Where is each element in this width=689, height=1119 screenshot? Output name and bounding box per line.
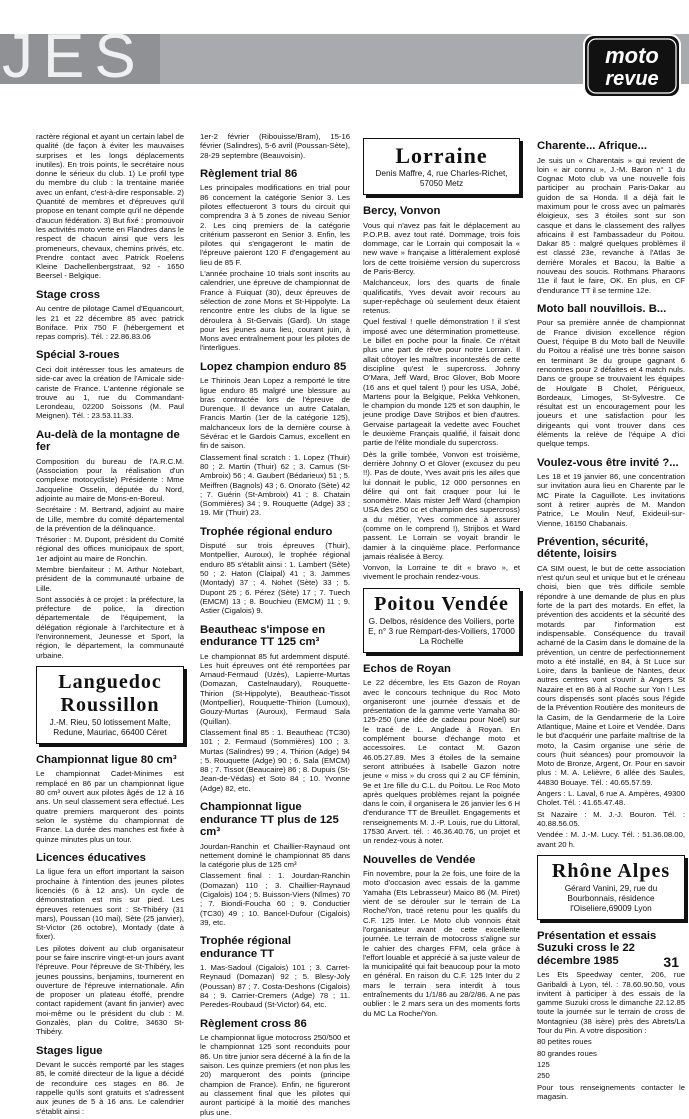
article-paragraph: 1. Mas-Sadoul (Cigalois) 101 ; 3. Carret-Reynaud (Domazan) 92 ; 5. Blesy-Joly (Poussan) 87 ; 7. Costa-Deshons (Cigalois) 84 ; 9. Carrier-Cremers (Adge) 78 ; 11. Peredes-Roubaud (St-Victor) 64, etc. <box>200 963 350 1010</box>
article-paragraph: 250 <box>537 1071 550 1081</box>
article-column-2 <box>200 132 350 1119</box>
article-paragraph: Classement final scratch : 1. Lopez (Thuir) 80 ; 2. Martin (Thuir) 62 ; 3. Camus (St-Ambroix) 56 ; 4. Gaubert (Bédarieux) 51 ; 5. Meiffren (Bagnols) 43 ; 6. Onorato (Sète) 42 ; 7. Guérin (St-Ambroix) 41 ; 8. Chatain (Sommières) 34 ; 9. Rouquette (Adge) 33 ; 19. Mir (Thuir) 23. <box>200 452 350 518</box>
article-heading: Spécial 3-roues <box>36 349 120 362</box>
article-paragraph: Devant le succès remporté par les stages 85, le comité directeur de la ligue a décidé de reconduire ces stages en 86. Je rappelle qu'ils sont gratuits et s'adressent aux jeunes de 5 à 16 ans. Le calendrier s'établit ainsi : <box>36 1060 184 1116</box>
article-heading: Licences éducatives <box>36 851 146 864</box>
article-paragraph: Le championnat 85 fut ardemment disputé. Les huit épreuves ont été remportées par Arnaud-Fermaud (Uzès), Lapierre-Murtas (Domazan, Castelnaudary), Rouquette-Thirion (St-Hippolyte), Beautheac-Tissot (Montpellier), Rouquette-Thirion (Lumoux), Gouzy-Murtas (Auroux), Fermaud Sala (Quillan). <box>200 651 350 726</box>
page-header <box>0 0 689 118</box>
article-paragraph: Le Thirinois Jean Lopez a remporté le titre ligue enduro 85 malgré une blessure au bras contractée lors de l'épreuve de Durenque. Il devance un autre Catalan, Francis Martin (1er de la catégorie 125), malchanceux lors de la dernière course à Sévérac et le Gardois Camus, excellent en fin de saison. <box>200 376 350 451</box>
region-contact: Gérard Vanini, 29, rue du Bourbonnais, résidence l'Oiseliere,69009 Lyon <box>564 882 658 913</box>
article-heading: Nouvelles de Vendée <box>363 853 476 866</box>
article-paragraph: Secrétaire : M. Bertrand, adjoint au maire de Lille, membre du comité départemental de la prévention de la délinquance. <box>36 505 184 533</box>
region-title: Poitou Vendée <box>374 592 509 615</box>
section-word: JES <box>2 22 146 91</box>
logo-text-revue: revue <box>605 68 659 90</box>
article-heading: Bercy, Vonvon <box>363 205 441 217</box>
article-paragraph: Les Ets Speedway center, 206, rue Garibaldi à Lyon, tél. : 78.60.90.50, vous invitent à participer à des essais de la gamme Suzuki cross le dimanche 22.12.85 toute la journée sur le terrain de cross de Montagnieu (38 isère) près des Abrets/La Tour du Pin. A votre disposition : <box>537 970 685 1036</box>
moto-revue-logo <box>583 34 681 98</box>
article-column-1 <box>36 132 184 1118</box>
article-paragraph: 1er-2 février (Ribouisse/Bram), 15-16 février (Salindres), 5-6 avril (Poussan-Sète), 28-29 septembre (Beauvoisin). <box>200 132 350 160</box>
article-heading: Stages ligue <box>36 1044 103 1057</box>
article-paragraph: Fin novembre, pour la 2e fois, une foire de la moto d'occasion avec essais de la gamme Yamaha (Ets Lebrasseur) Maico 86 (M. Piret) vient de se dérouler sur le terrain de La Roche/Yon, tracé retenu pour les qualifs du C.F. 125 Inter. Le Moto club vonnois était l'organisateur avant de cette excellente journée. Le terrain de motocross s'aligne sur le cahier des charges FFM, cela grâce à l'effort louable et apprécié à sa juste valeur de la municipalité qui fait beaucoup pour la moto en général. En raison du C.F. 125 Inter du 2 mars le terrain sera interdit à tous entraînements du 1/1/86 au 28/2/86. A ne pas oublier : le 2 mars sera un des moments forts du MC La Roche/Yon. <box>363 869 520 1018</box>
article-paragraph: ractère régional et ayant un certain label de qualité (de façon à éviter les mauvaises surprises et les longs déplacements inutiles). En trois points, le secrétaire nous donne le sérieux du club. 1) Le profil type du membre du club : la trentaine mariée avec un enfant, c'est-à-dire responsable. 2) Quantité de membres et d'épreuves qu'il propose en tenant compte qu'il ne dépende d'aucun fédération. 3) But fixé : promouvoir les activités moto verte en Flandres dans le respect de chacun ainsi que vers les promeneurs, chevaux, chemins privés, etc. Prendre contact avec Patrick Roelens Kleine Dachellenbergstraat, 92 - 1650 Beersel - Belgique. <box>36 132 184 281</box>
article-heading: Beautheac s'impose en endurance TT 125 cm³ <box>200 623 326 649</box>
article-paragraph: La ligue fera un effort important la saison prochaine à l'intention des jeunes pilotes licenciés (6 à 12 ans). Un cycle de démonstration est mis sur pied. Les épreuves retenues sont : St-Thibéry (31 mars), Poussan (10 mai), Sète (25 janvier), St-Victor (26 octobre), Montady (date à fixer). <box>36 867 184 942</box>
article-paragraph: Les principales modifications en trial pour 86 concernent la catégorie Senior 3. Les pilotes effectueront 3 tours du circuit qui comprendra 3 à 5 zones de niveau Senior 2. Les cinq premiers de la catégorie critérium passeront en Senior 3. Enfin, les pilotes qui s'engageront le matin de l'épreuve paieront 120 F d'engagement au lieu de 85 F. <box>200 183 350 267</box>
article-paragraph: Vendée : M. J.-M. Lucy. Tél. : 51.36.08.00, avant 20 h. <box>537 830 685 849</box>
article-paragraph: 80 grandes roues <box>537 1048 597 1058</box>
article-paragraph: Classement final 85 : 1. Beautheac (TC30) 101 ; 2. Fermaud (Sommières) 100 ; 3. Murtas (Salindres) 99 ; 4. Thirion (Adge) 94 ; 5. Rouquette (Adge) 90 ; 6. Sala (EMCM) 88 ; 7. Tissot (Beaucaire) 86 ; 8. Dupuis (St-Jean-de-Védas) et Soto 84 ; 10. Yvonne (Adge) 82, etc. <box>200 727 350 793</box>
region-contact: Denis Maffre, 4, rue Charles-Richet, 57050 Metz <box>375 168 508 188</box>
article-paragraph: Pour tous renseignements contacter le magasin. <box>537 1082 685 1101</box>
region-contact: G. Delbos, résidence des Voiliers, porte E, n° 3 rue Rempart-des-Voiliers, 17000 La Rochelle <box>368 615 515 646</box>
article-heading: Trophée régional enduro <box>200 525 333 538</box>
article-paragraph: Composition du bureau de l'A.R.C.M. (Association pour la réalisation d'un complexe motocycliste) Présidente : Mme Jacqueline Osselin, députée du Nord, adjointe au maire de Mons-en-Boreul. <box>36 456 184 503</box>
article-paragraph: CA SIM ouest, le but de cette association n'est qu'un seul et unique but et le créneau choisi, bien que très difficile semble répondre à une demande de plus en plus forte de la part des motards. En effet, la prévention des accidents et la sécurité des motards par l'information est indispensable. Conséquence du travail acharné de la Casim dans le domaine de la prévention, un centre de perfectionnement moto a été installé, en 84, à St Luce sur Loire, dans la banlieue de Nantes, deux autres centres vont s'ouvrir à Angers St Nazaire et en 86 à al Roche sur Yon ! Les cours dispensés sont placés sous l'égide de la Prévention Routière des moniteurs de la Casim, de la Gendarmerie de la Loire Atlantique, Maine et Loire et Vendée. Dans le but d'acquérir une parfaite maîtrise de la moto, la Casim organise une série de cours (huit séances) pour promouvoir la Moto de Bronze, Argent, Or. Pour en savoir plus : M. A. Lelièvre, 6 allée des Saules, 44830 Bouaye. Tél. : 40.65.57.59. <box>537 563 685 787</box>
article-paragraph: Quel festival ! quelle démonstration ! il s'est imposé avec une détermination prometteuse. Le billet en poche pour la finale. Ce n'était plus une part de rêve pour notre Lorrain. Il allait côtoyer les maîtres incontestés de cette discipline qu'est le supercross. Johnny O'Mara, Jeff Ward, Broc Glover, Bob Moore (16 ans et quel talent !) pour les USA, Jobé, Martens pour la Belgique, Pekka Vehkonen, le champion du monde 125 et son dauphin, le jeune prodige Dave Strijbos et bien d'autres. Gervaise partageait la vedette avec Fouchet le deuxième Français qualifié, il faisait donc partie de l'élite mondiale du supercross. <box>363 317 520 448</box>
article-paragraph: Disputé sur trois épreuves (Thuir), Montpellier, Auroux), le trophée régional enduro 85 s'établit ainsi : 1. Lambert (Sète) 50 ; 2. Haton (Claipal) 41 ; 3. Jammes (Montady) 37 ; 4. Nohet (Sète) 33 ; 5. Dupont 25 ; 6. Pérez (Sète) 17 ; 7. Tuech (EMCM) 13 ; 8. Bouchieu (EMCM) 11 ; 9. Astier (Cigalois) 9. <box>200 541 350 616</box>
article-paragraph: Je suis un « Charentais » qui revient de loin « air connu », J.-M. Baron n° 1 du Cognac Moto club va une nouvelle fois participer au prochain Paris-Dakar au guidon de sa Honda. Il a déjà fait le maximum pour le cross avec un palmarès éloigieux, ses 3 étoiles sont sur son casque et dans le classement des rallyes africains il est l'ambassadeur du Poitou. Dakar 85 : malgré quelques problèmes il est classé 23e, revanche à l'Atlas 3e derrière Morales et Bacou, la Baltie a nouveau des soucis. Rothmans Pharaons 11e il faut le faire, OK. En plus, en CF d'endurance TT il se termine 12e. <box>537 155 685 295</box>
logo-text-moto: moto <box>605 43 659 68</box>
article-heading: Au-delà de la montagne de fer <box>36 428 180 454</box>
article-heading: Echos de Royan <box>363 662 451 675</box>
region-box <box>363 588 520 653</box>
article-paragraph: L'année prochaine 10 trials sont inscrits au calendrier, une épreuve de championnat de France à Fuiquat (30), deux épreuves de sélection de zone Mons et St-Hippolyte. La rencontre entre les clubs de la ligue se déroulera à St-Gervais (Gard). Un stage pour les jeunes aura lieu, courant juin, à Mons avec entraînement pour les pilotes de l'interligues. <box>200 269 350 353</box>
article-heading: Stage cross <box>36 288 101 301</box>
article-paragraph: Ceci doit intéresser tous les amateurs de side-car avec la création de l'Amicale side-cariste de France. L'antenne régionale se trouve au 1, rue du Commandant-Lerondeau, 02200 Soissons (M. Paul Meignen). Tél. : 23.53.11.33. <box>36 364 184 421</box>
article-paragraph: Vonvon, la Lorraine te dit « bravo », et vivement le prochain rendez-vous. <box>363 563 520 582</box>
region-contact: J.-M. Rieu, 50 lotissement Malte, Redune, Mauriac, 66400 Céret <box>49 716 171 737</box>
article-heading: Championnat ligue endurance TT plus de 125 cm³ <box>200 801 339 839</box>
article-paragraph: Angers : L. Laval, 6 rue A. Ampères, 49300 Cholet. Tél. : 41.65.47.48. <box>537 789 685 808</box>
article-paragraph: Vous qui n'avez pas fait le déplacement au P.O.P.B. avez tout raté. Dommage, trois fois dommage, car le Lorrain qui composait la « new wave » française a littéralement explosé lors de cette troisième version du supercross de Paris-Bercy. <box>363 220 520 276</box>
page-number: 31 <box>663 954 679 970</box>
article-paragraph: Le 22 décembre, les Ets Gazon de Royan avec le concours technique du Roc Moto organiseront une journée d'essais et de présentation de la gamme verte Yamaha 80-125-250 (une idée de cadeau pour Noël) sur le tracé de L. Anglade à Royan. En complément bourse d'échange moto et accessoires. Le contact M. Gazon 46.05.27.89. Mes 3 étoiles de la semaine seront attribuées à Isabelle Gazon notre jeune « miss » du cross qui 2 au CF féminin, 9e et 1re fille du C.L. du Poitou. Le Roc Moto après quelques problèmes rejant la poignée dans le coin, il organisera le 26 janvier les 6 H d'endurance TT de Breuillet. Engagements et renseignements M. J.-P. Louis, rue du Littoral, 17530 Arvert. tél. : 46.36.40.76, un projet et un rendez-vous à noter. <box>363 678 520 846</box>
article-heading: Lopez champion enduro 85 <box>200 360 347 373</box>
article-paragraph: Le championnat Cadet-Minimes est remplacé en 86 par un championnat ligue 80 cm³ ouvert aux pilotes âgés de 12 à 16 ans. Un seul classement sera effectué. Les quatre premiers marqueront des points selon le système du championnat de France. La durée des manches est fixée à quinze minutes plus un tour. <box>36 769 184 844</box>
article-paragraph: Classement final : 1. Jourdan-Ranchin (Domazan) 110 ; 3. Chaillier-Raynaud (Cigalois) 104 ; 5. Buisson-Viers (Nîmes) 70 ; 7. Biondi-Foucha 60 ; 9. Conductier (TC30) 49 ; 10. Bancel-Dufour (Cigalois) 39, etc. <box>200 871 350 927</box>
region-box <box>36 666 184 744</box>
article-paragraph: 80 petites roues <box>537 1037 592 1047</box>
article-paragraph: Malchanceux, lors des quarts de finale qualificatifs, Yves devait avoir recours au super-repêchage où seulement deux étaient retenus. <box>363 278 520 316</box>
region-box <box>537 855 685 920</box>
article-heading: Trophée régional endurance TT <box>200 935 292 960</box>
article-heading: Moto ball nouvillois. B... <box>537 302 667 315</box>
article-column-3 <box>363 132 520 1020</box>
region-title: Rhône Alpes <box>551 859 671 882</box>
article-paragraph: Pour sa première année de championnat de France division excellence région Ouest, l'équipe B du Moto ball de Neuville du Poitou a réalisé une très bonne saison en terminant 3e du groupe gagnant 6 rencontres pour 2 défaites et 4 match nuls. Dans ce groupe se trouvaient les équipes de Houlgate B Cholet, Périgueux, Bordeaux, Limoges, St-Sylvestre. Ce résultat est un encouragement pour les joueurs et une satisfaction pour les dirigeants qui vont trouver dans ces éléments la relève de l'équipe A d'ici quelque temps. <box>537 318 685 449</box>
article-paragraph: Jourdan-Ranchin et Chaillier-Raynaud ont nettement dominé le championnat 85 dans la catégorie plus de 125 cm³ <box>200 841 350 870</box>
article-paragraph: Dès la grille tombée, Vonvon est troisième, derrière Johnny O et Glover (excusez du peu !!). Pas de doute, Yves avait pris les ailes que lui donnait le public, 12 000 personnes en délire qui ont fait craquer pour lui le sonomètre. Mais mister Jeff Ward (champion USA des 250 cc et champion des supercross) a du métier, Yves commence à assurer (comme on le comprend !), Strijbos et Ward passent. Le Lorrain se voyait brandir le damier à la cinquième place. Performance jamais réalisée à Bercy. <box>363 449 520 561</box>
region-title: Lorraine <box>395 143 488 168</box>
article-heading: Prévention, sécurité, détente, loisirs <box>537 535 649 561</box>
article-paragraph: Les 18 et 19 janvier 86, une concentration sur invitation aura lieu en Charente par le MC Pirate la Caguillote. Les invitations sont à retirer auprès de M. Mandon Patrice, Le Moulin Neuf, Exideuil-sur-Vienne, 16150 Chabanais. <box>537 472 685 528</box>
region-title: Languedoc Roussillon <box>58 670 162 716</box>
article-paragraph: 125 <box>537 1059 550 1069</box>
article-paragraph: Membre bienfaiteur : M. Arthur Notebart, président de la communauté urbaine de Lille. <box>36 564 184 593</box>
article-paragraph: Les pilotes doivent au club organisateur pour se faire inscrire vingt-et-un jours avant l'épreuve. Pour l'épreuve de St-Thibéry, les jeunes poussins, benjamins, tournerent en ouverture de l'épreuve internationale. Afin de proposer un plateau étoffé, prendre contact rapidement (avant fin janvier) avec moi-même ou le président du club : M. Gonzalès, plan du Colitre, 34630 St-Thibéry. <box>36 943 184 1037</box>
article-heading: Voulez-vous être invité ?... <box>537 456 679 469</box>
article-heading: Présentation et essais Suzuki cross le 22 décembre 1985 <box>537 929 657 967</box>
article-heading: Charente... Afrique... <box>537 140 648 152</box>
region-box <box>363 138 520 195</box>
article-heading: Règlement trial 86 <box>200 167 298 180</box>
article-paragraph: Trésorier : M. Dupont, président du Comité régional des offices municipaux de sport, 1er adjoint au maire de Ronchin. <box>36 535 184 563</box>
article-paragraph: Sont associés à ce projet : la préfecture, la préfecture de police, la direction départementale de l'équipement, la délégation régionale à l'architecture et à l'environnement, Jeunesse et Sport, la région, le département, la communauté urbaine. <box>36 594 184 660</box>
article-heading: Championnat ligue 80 cm³ <box>36 753 177 766</box>
article-heading: Règlement cross 86 <box>200 1017 307 1030</box>
article-paragraph: Au centre de pilotage Camel d'Equancourt, les 21 et 22 décembre 85 avec patrick Boniface. Prix 750 F (hébergement et repas compris). Tél. : 22.86.83.06 <box>36 304 184 342</box>
article-paragraph: St Nazaire : M. J.-J. Bouron. Tél. : 40.88.56.05. <box>537 809 685 828</box>
article-paragraph: Le championnat ligue motocross 250/500 et le championnat 125 sont reconduits pour 86. Un titre junior sera décerné à la fin de la saison. Les quinze premiers (et non plus les 20) marqueront des points (principe champion de France). Enfin, ne figureront au classement final que les pilotes qui auront participé à la moitié des manches plus une. <box>200 1033 350 1117</box>
